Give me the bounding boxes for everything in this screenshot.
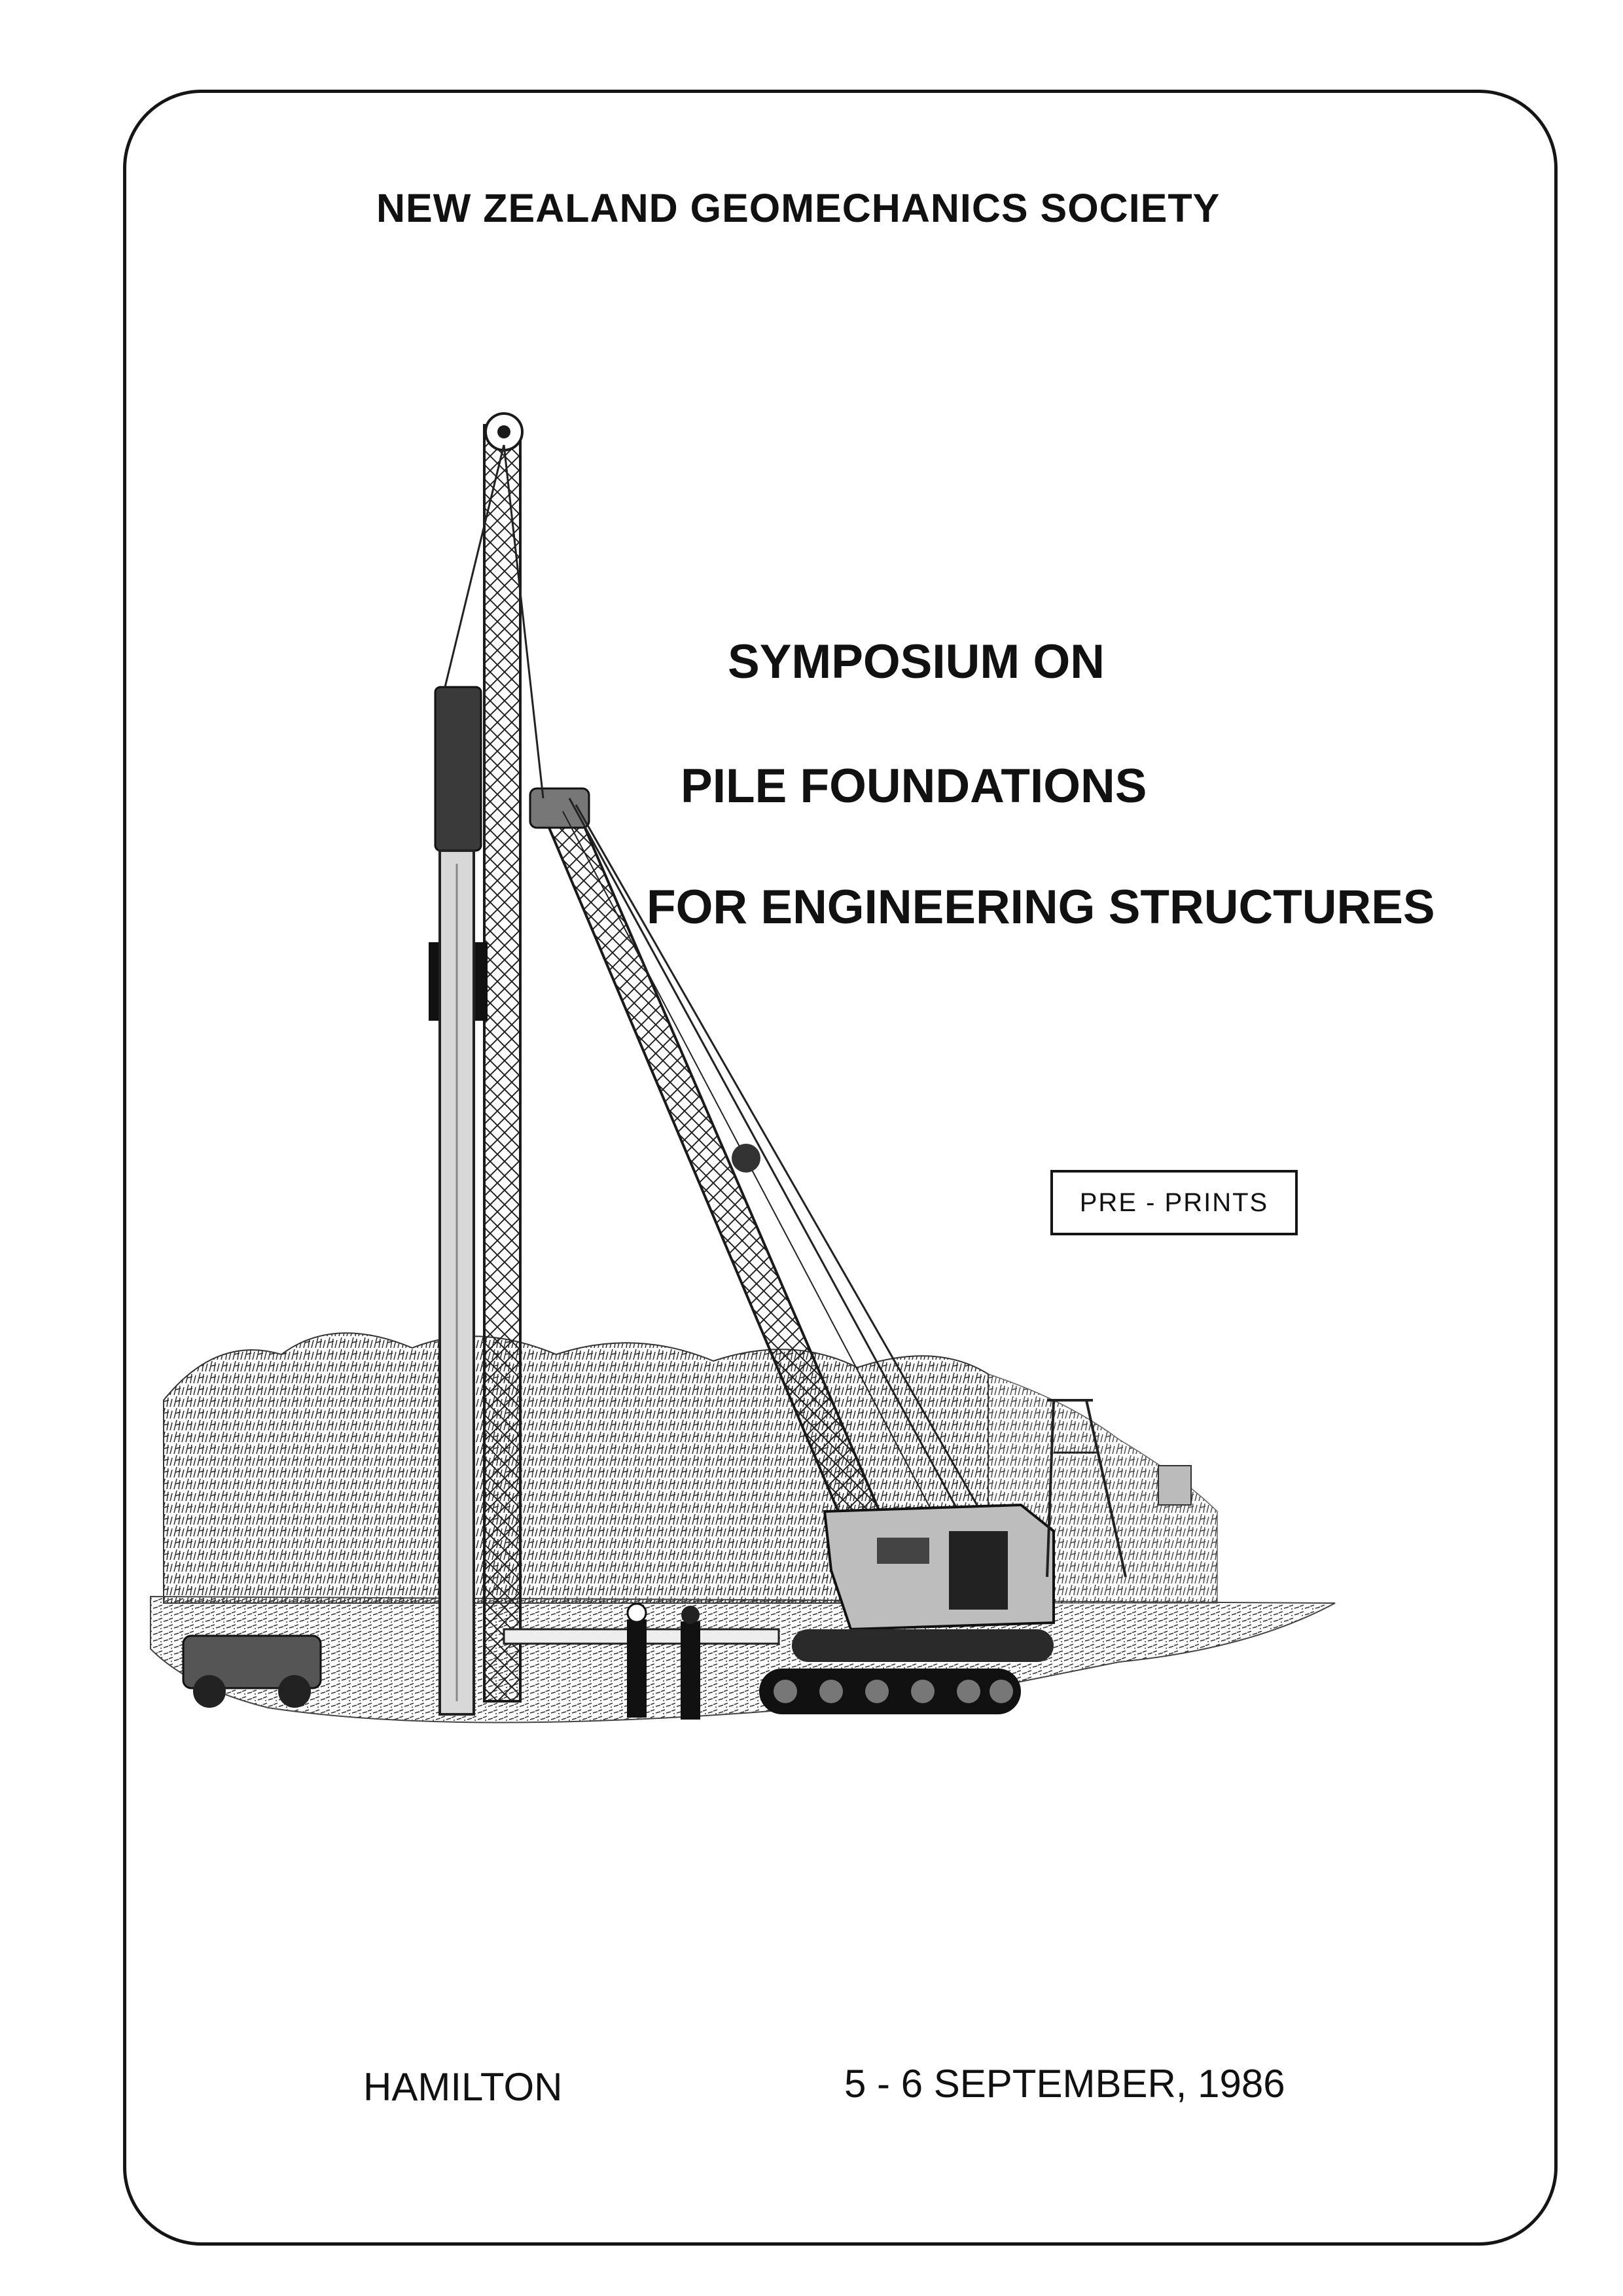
ground-area (151, 1597, 1335, 1723)
title-line-1: SYMPOSIUM ON (728, 635, 1105, 688)
pre-prints-badge: PRE - PRINTS (1050, 1170, 1298, 1235)
title-line-3: FOR ENGINEERING STRUCTURES (647, 881, 1435, 934)
title-line-2: PILE FOUNDATIONS (681, 760, 1147, 813)
tree-line (164, 1333, 1217, 1603)
event-location: HAMILTON (363, 2065, 563, 2109)
pile-driving-crane-photo (137, 406, 1342, 1858)
organization-name: NEW ZEALAND GEOMECHANICS SOCIETY (376, 186, 1221, 230)
event-date: 5 - 6 SEPTEMBER, 1986 (844, 2062, 1285, 2106)
pile-driver-leader (484, 414, 522, 1701)
